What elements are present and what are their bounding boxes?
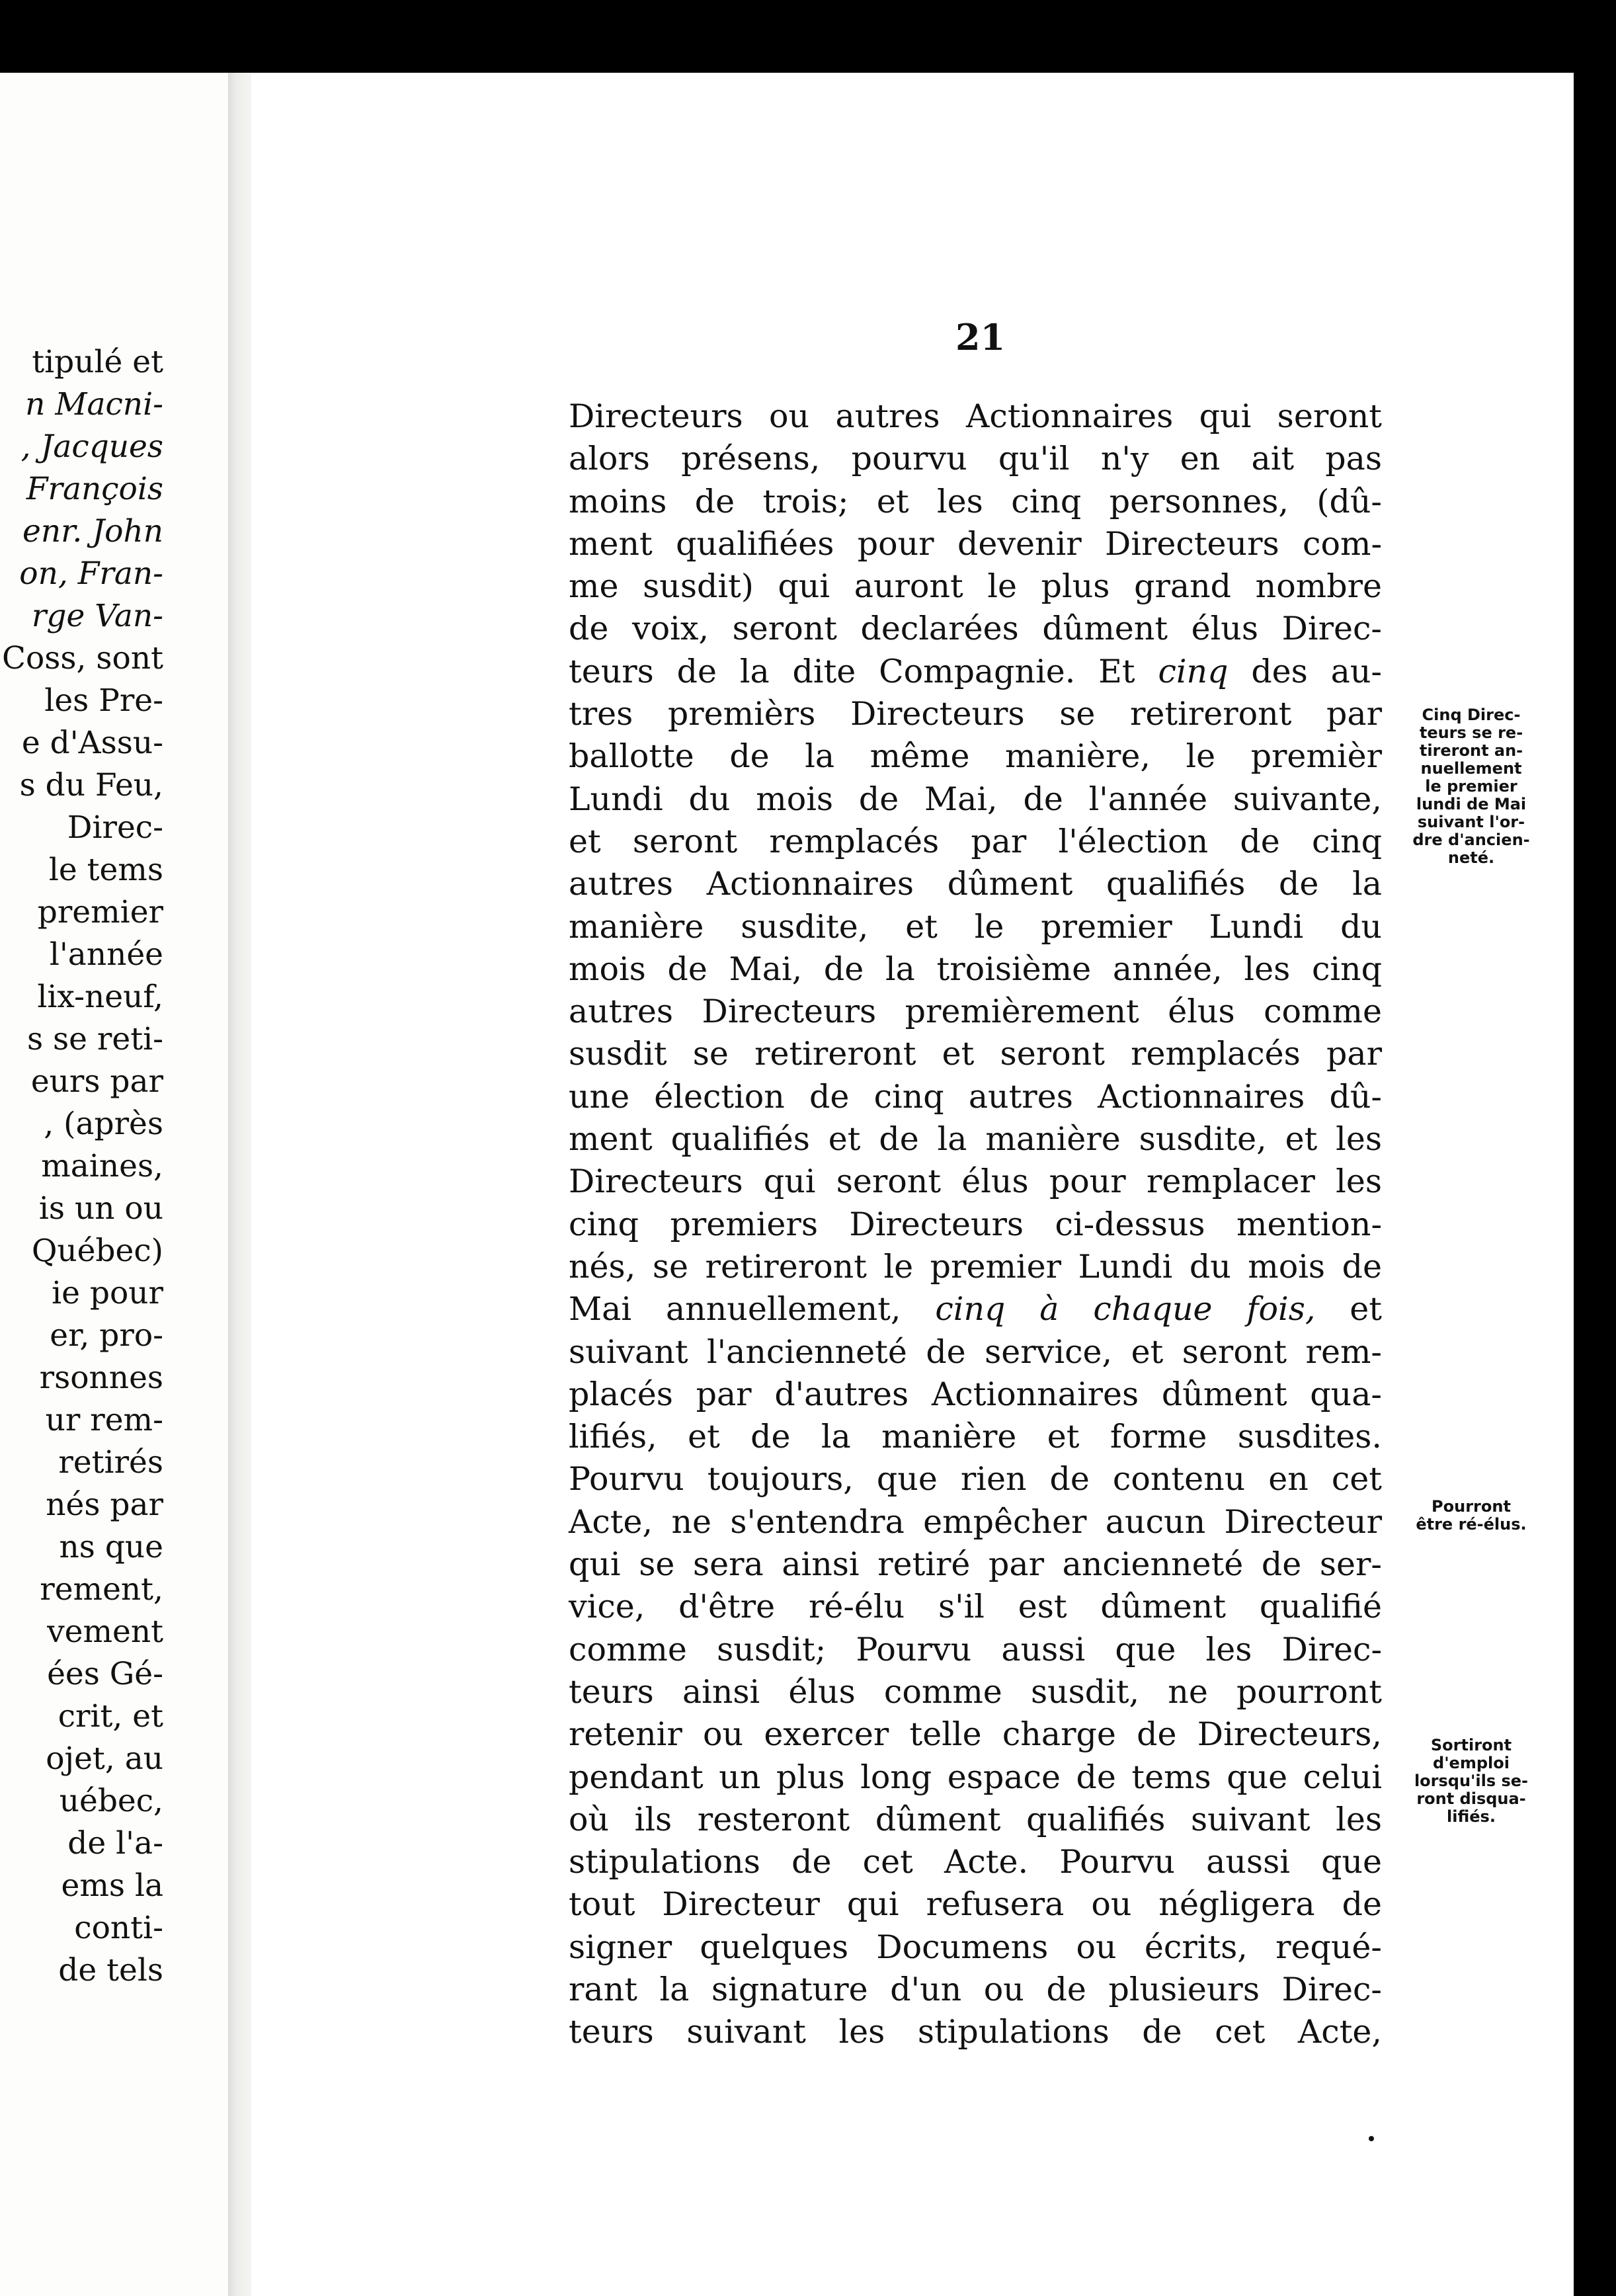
text-line: ment qualifiées pour devenir Directeurs com-	[569, 524, 1382, 563]
facing-page-line: vement	[47, 1614, 163, 1650]
facing-page-line: premier	[37, 894, 163, 930]
ink-speck	[1369, 2136, 1374, 2141]
facing-page-line: s se reti-	[26, 1021, 163, 1057]
text-line: Directeurs qui seront élus pour remplacer les	[569, 1163, 1382, 1201]
text-line: placés par d'autres Actionnaires dûment qua-	[569, 1375, 1382, 1413]
facing-page-fragment	[0, 73, 228, 2296]
text-line: lifiés, et de la manière et forme susdites.	[569, 1418, 1382, 1456]
page-number: 21	[955, 316, 1006, 358]
text-line: Mai annuellement, cinq à chaque fois, et	[569, 1290, 1382, 1329]
body-text	[569, 395, 1382, 2054]
facing-page-line: rsonnes	[39, 1360, 163, 1396]
text-line: alors présens, pourvu qu'il n'y en ait pas	[569, 440, 1382, 478]
text-line: teurs suivant les stipulations de cet Acte,	[569, 2013, 1382, 2051]
text-line: nés, se retireront le premier Lundi du mois de	[569, 1247, 1382, 1286]
text-line: rant la signature d'un ou de plusieurs Direc-	[569, 1970, 1382, 2008]
text-line: ballotte de la même manière, le premièr	[569, 737, 1382, 776]
facing-page-line: retirés	[58, 1444, 163, 1481]
facing-page-line: ns que	[59, 1529, 163, 1565]
facing-page-line: l'année	[49, 936, 163, 973]
marginal-note-line: le premier	[1425, 777, 1517, 796]
text-line: Directeurs ou autres Actionnaires qui seront	[569, 397, 1382, 435]
facing-page-line: , (après	[44, 1106, 163, 1142]
facing-page-line: er, pro-	[50, 1317, 163, 1354]
page	[251, 73, 1574, 2296]
marginal-note-line: dre d'ancien-	[1412, 831, 1530, 849]
text-line: de voix, seront declarées dûment élus Direc-	[569, 610, 1382, 648]
facing-page-line: Direc-	[67, 809, 163, 846]
marginal-note-line: Sortiront	[1430, 1736, 1512, 1754]
marginal-note-line: lorsqu'ils se-	[1414, 1772, 1529, 1790]
facing-page-line: eurs par	[30, 1063, 163, 1100]
facing-page-line: de tels	[58, 1952, 163, 1988]
facing-page-line: is un ou	[38, 1190, 163, 1227]
italic-phrase: cinq	[1158, 652, 1229, 690]
facing-page-line: Québec)	[31, 1233, 163, 1269]
facing-page-line: Coss, sont	[2, 640, 163, 676]
text-line: signer quelques Documens ou écrits, requé-	[569, 1928, 1382, 1966]
marginal-note-line: ront disqua-	[1416, 1789, 1526, 1808]
facing-page-line: de l'a-	[67, 1825, 163, 1862]
text-line: pendant un plus long espace de tems que celui	[569, 1758, 1382, 1796]
text-line: stipulations de cet Acte. Pourvu aussi que	[569, 1843, 1382, 1881]
text-line: Acte, ne s'entendra empêcher aucun Directeur	[569, 1502, 1382, 1541]
text-line: Lundi du mois de Mai, de l'année suivante,	[569, 780, 1382, 818]
facing-page-line: le tems	[48, 852, 163, 888]
facing-page-line: maines,	[41, 1148, 163, 1184]
text-line: ment qualifiés et de la manière susdite, et les	[569, 1120, 1382, 1159]
facing-page-line: crit, et	[58, 1698, 163, 1735]
marginal-note-line: neté.	[1447, 848, 1495, 867]
facing-page-line: e d'Assu-	[21, 725, 163, 761]
facing-page-line: enr. John	[22, 513, 163, 550]
text-line: autres Directeurs premièrement élus comme	[569, 993, 1382, 1031]
marginal-note-line: teurs se re-	[1419, 723, 1523, 742]
marginal-note-line: lundi de Mai	[1416, 795, 1527, 813]
facing-page-line: n Macni-	[25, 386, 163, 423]
facing-page-line: rge Van-	[31, 598, 163, 634]
marginal-note-line: suivant l'or-	[1417, 813, 1525, 831]
marginal-note-line: Pourront	[1432, 1497, 1511, 1516]
facing-page-line: ems la	[61, 1867, 163, 1904]
text-line: tres premièrs Directeurs se retireront par	[569, 695, 1382, 733]
text-line: suivant l'ancienneté de service, et seront rem-	[569, 1332, 1382, 1371]
facing-page-line: les Pre-	[44, 682, 163, 719]
marginal-note-line: Cinq Direc-	[1422, 706, 1521, 724]
text-line: Pourvu toujours, que rien de contenu en cet	[569, 1460, 1382, 1498]
facing-page-text	[2, 341, 163, 1992]
text-line: retenir ou exercer telle charge de Directeurs,	[569, 1715, 1382, 1754]
facing-page-line: nés par	[46, 1487, 163, 1523]
marginal-note-reelection	[1405, 1498, 1537, 1534]
facing-page-line: lix-neuf,	[37, 979, 163, 1015]
text-line: où ils resteront dûment qualifiés suivant les	[569, 1800, 1382, 1838]
facing-page-line: François	[26, 471, 163, 507]
facing-page-line: tipulé et	[32, 344, 163, 380]
text-line: teurs ainsi élus comme susdit, ne pourront	[569, 1672, 1382, 1711]
marginal-note-line: nuellement	[1420, 759, 1522, 778]
facing-page-line: ojet, au	[46, 1741, 163, 1777]
text-line: mois de Mai, de la troisième année, les cinq	[569, 950, 1382, 988]
text-line: me susdit) qui auront le plus grand nombre	[569, 567, 1382, 606]
marginal-note-line: d'emploi	[1433, 1754, 1510, 1772]
book-gutter	[228, 73, 255, 2296]
text-line: vice, d'être ré-élu s'il est dûment qualifié	[569, 1588, 1382, 1626]
text-line: teurs de la dite Compagnie. Et cinq des au-	[569, 652, 1382, 690]
text-line: manière susdite, et le premier Lundi du	[569, 907, 1382, 946]
italic-phrase: cinq à chaque fois,	[935, 1290, 1316, 1329]
marginal-note-line: être ré-élus.	[1416, 1515, 1527, 1534]
text-line: autres Actionnaires dûment qualifiés de la	[569, 865, 1382, 903]
facing-page-line: uébec,	[59, 1783, 163, 1819]
text-line: susdit se retireront et seront remplacés par	[569, 1035, 1382, 1073]
facing-page-line: ie pour	[52, 1275, 163, 1311]
marginal-note-line: tireront an-	[1419, 741, 1523, 760]
facing-page-line: on, Fran-	[19, 555, 163, 592]
text-line: comme susdit; Pourvu aussi que les Direc-	[569, 1630, 1382, 1668]
text-line: une élection de cinq autres Actionnaires dû-	[569, 1077, 1382, 1116]
marginal-note-line: lifiés.	[1447, 1807, 1496, 1826]
text-line: qui se sera ainsi retiré par ancienneté de ser-	[569, 1545, 1382, 1584]
facing-page-line: conti-	[74, 1910, 163, 1946]
text-line: et seront remplacés par l'élection de cinq	[569, 822, 1382, 860]
facing-page-line: rement,	[40, 1571, 163, 1608]
facing-page-line: ées Gé-	[47, 1656, 163, 1692]
marginal-note-retirement	[1405, 706, 1537, 867]
text-line: tout Directeur qui refusera ou négligera de	[569, 1885, 1382, 1924]
facing-page-line: , Jacques	[20, 429, 163, 465]
text-line: moins de trois; et les cinq personnes, (dû-	[569, 482, 1382, 520]
text-line: cinq premiers Directeurs ci-dessus mention-	[569, 1205, 1382, 1243]
facing-page-line: s du Feu,	[19, 767, 163, 803]
facing-page-line: ur rem-	[45, 1402, 163, 1438]
marginal-note-disqualified	[1405, 1737, 1537, 1826]
